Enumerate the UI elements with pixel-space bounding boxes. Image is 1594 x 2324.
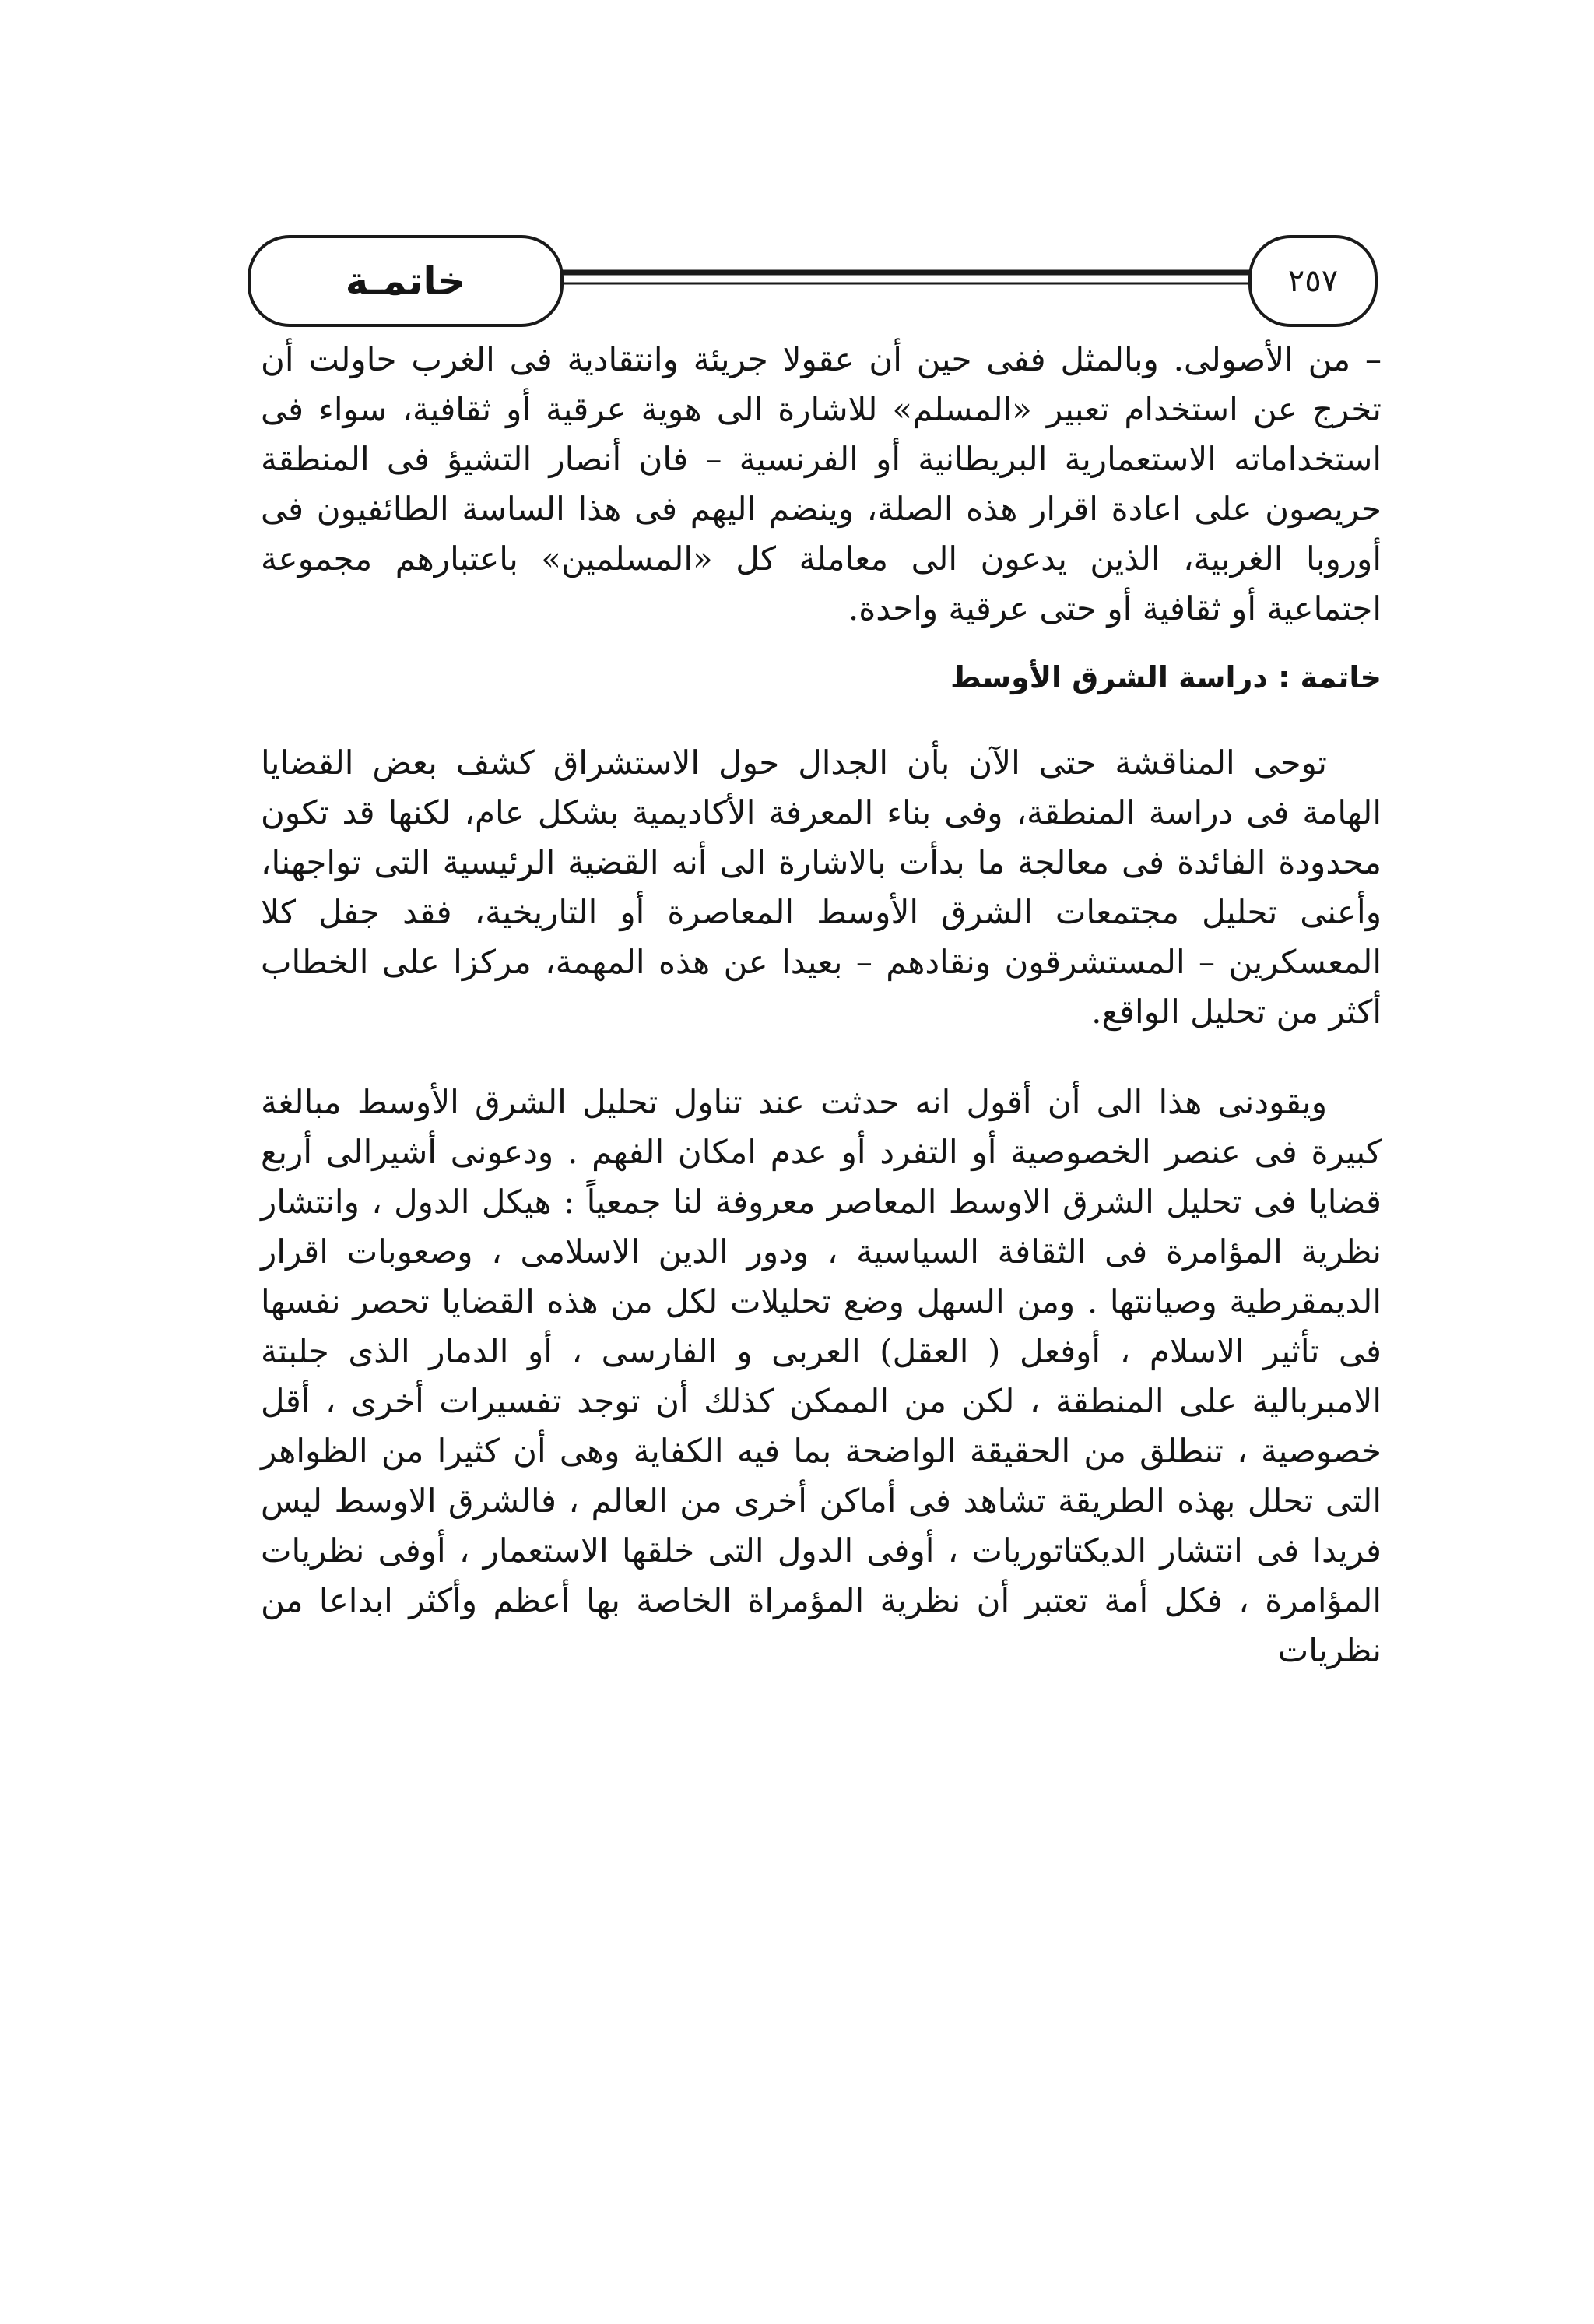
paragraph: ويقودنى هذا الى أن أقول انه حدثت عند تناول تحليل الشرق الأوسط مبالغة كبيرة فى عنصر الخصوصية أو التفرد أو عدم امكان الفهم . ودعونى أشيرالى أربع قضايا فى تحليل الشرق الاوسط المعاصر معروفة لنا جمعياً : هيكل الدول ، وانتشار نظرية المؤامرة فى الثقافة السياسية ، ودور الدين الاسلامى ، وصعوبات اقرار الديمقرطية وصيانتها . ومن السهل وضع تحليلات لكل من هذه القضايا تحصر نفسها فى تأثير الاسلام ، أوفعل ( العقل) العربى و الفارسى ، أو الدمار الذى جلبتة الامبربالية على المنطقة ، لكن من الممكن كذلك أن توجد تفسيرات أخرى ، أقل خصوصية ، تنطلق من الحقيقة الواضحة بما فيه الكفاية وهى أن كثيرا من الظواهر التى تحلل بهذه الطريقة تشاهد فى أماكن أخرى من العالم ، فالشرق الاوسط ليس فريدا فى انتشار الديكتاتوريات ، أوفى الدول التى خلقها الاستعمار ، أوفى نظريات المؤامرة ، فكل أمة تعتبر أن نظرية المؤمراة الخاصة بها أعظم وأكثر ابداعا من نظريات bbox=[261, 1083, 1382, 1669]
paragraph: توحى المناقشة حتى الآن بأن الجدال حول الاستشراق كشف بعض القضايا الهامة فى دراسة المنطقة، وفى بناء المعرفة الأكاديمية بشكل عام، لكنها قد تكون محدودة الفائدة فى معالجة ما بدأت بالاشارة الى أنه القضية الرئيسية التى تواجهنا، وأعنى تحليل مجتمعات الشرق الأوسط المعاصرة أو التاريخية، فقد جفل كلا المعسكرين – المستشرقون ونقادهم – بعيدا عن هذه المهمة، مركزا على الخطاب أكثر من تحليل الواقع. bbox=[261, 744, 1382, 1031]
page-header bbox=[246, 234, 1379, 329]
page-body bbox=[261, 335, 1382, 1675]
page-number: ٢٥٧ bbox=[1287, 263, 1339, 299]
running-title: خاتمـة bbox=[345, 258, 466, 304]
section-heading: خاتمة : دراسة الشرق الأوسط bbox=[950, 660, 1382, 694]
paragraph-continuation: – من الأصولى. وبالمثل ففى حين أن عقولا جريئة وانتقادية فى الغرب حاولت أن تخرج عن استخدام تعبير «المسلم» للاشارة الى هوية عرقية أو ثقافية، سواء فى استخداماته الاستعمارية البريطانية أو الفرنسية – فان أنصار التشيؤ فى المنطقة حريصون على اعادة اقرار هذه الصلة، وينضم اليهم فى هذا الساسة الطائفيون فى أوروبا الغربية، الذين يدعون الى معاملة كل «المسلمين» باعتبارهم مجموعة اجتماعية أو ثقافية أو حتى عرقية واحدة. bbox=[261, 340, 1382, 628]
